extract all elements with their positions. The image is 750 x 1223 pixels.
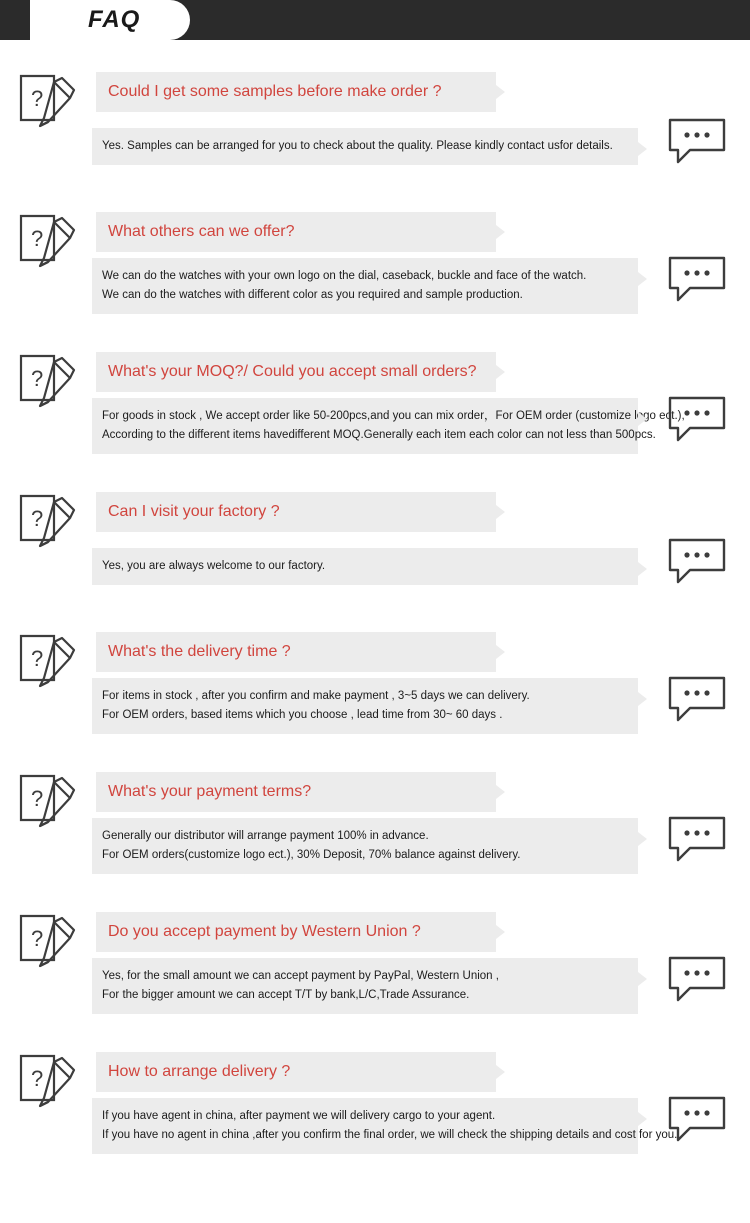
faq-tab — [30, 0, 190, 40]
faq-question-text: What others can we offer? — [108, 223, 295, 240]
faq-item — [0, 206, 750, 346]
faq-item — [0, 1046, 750, 1186]
speech-bubble-icon — [668, 816, 726, 862]
faq-answer-line: According to the different items havedifferent MOQ.Generally each item each color can not less than 500pcs. — [102, 429, 656, 441]
page-header — [0, 0, 750, 40]
question-pencil-icon — [18, 634, 76, 696]
speech-bubble-icon — [668, 676, 726, 722]
faq-question-text: Do you accept payment by Western Union ? — [108, 923, 421, 940]
faq-question[interactable] — [96, 72, 496, 112]
question-pencil-icon — [18, 774, 76, 836]
faq-answer-line: For goods in stock , We accept order like 50-200pcs,and you can mix order，For OEM order (customize logo ect.), — [102, 410, 685, 422]
question-pencil-icon — [18, 214, 76, 276]
faq-question[interactable] — [96, 1052, 496, 1092]
faq-question[interactable] — [96, 352, 496, 392]
faq-answer — [92, 128, 638, 165]
faq-item — [0, 486, 750, 626]
faq-item — [0, 766, 750, 906]
faq-answer-line: For items in stock , after you confirm and make payment , 3~5 days we can delivery. — [102, 690, 530, 702]
speech-bubble-icon — [668, 538, 726, 584]
faq-answer — [92, 398, 685, 454]
faq-answer — [92, 818, 638, 874]
svg-text:?: ? — [31, 506, 44, 531]
svg-text:?: ? — [31, 1066, 44, 1091]
svg-text:?: ? — [31, 86, 44, 111]
faq-answer-line: We can do the watches with different color as you required and sample production. — [102, 289, 523, 301]
faq-question[interactable] — [96, 912, 496, 952]
faq-question-text: Can I visit your factory ? — [108, 503, 280, 520]
faq-list — [0, 40, 750, 1186]
faq-answer — [92, 958, 638, 1014]
page-title: FAQ — [88, 6, 141, 33]
speech-bubble-icon — [668, 118, 726, 164]
faq-answer-line: For OEM orders(customize logo ect.), 30% Deposit, 70% balance against delivery. — [102, 849, 521, 861]
faq-question-text: What's your MOQ?/ Could you accept small orders? — [108, 363, 477, 380]
faq-question[interactable] — [96, 772, 496, 812]
speech-bubble-icon — [668, 256, 726, 302]
faq-question-text: What's the delivery time ? — [108, 643, 291, 660]
faq-answer-line: If you have agent in china, after payment we will delivery cargo to your agent. — [102, 1110, 496, 1122]
faq-answer-line: Generally our distributor will arrange payment 100% in advance. — [102, 830, 429, 842]
faq-question-text: What's your payment terms? — [108, 783, 312, 800]
question-pencil-icon — [18, 74, 76, 136]
faq-item — [0, 66, 750, 206]
svg-text:?: ? — [31, 786, 44, 811]
faq-item — [0, 626, 750, 766]
faq-answer-line: For OEM orders, based items which you choose , lead time from 30~ 60 days . — [102, 709, 503, 721]
faq-answer-line: If you have no agent in china ,after you confirm the final order, we will check the shipping details and cost for you. — [102, 1129, 678, 1141]
faq-question[interactable] — [96, 492, 496, 532]
question-pencil-icon — [18, 914, 76, 976]
svg-text:?: ? — [31, 926, 44, 951]
faq-answer — [92, 548, 638, 585]
question-pencil-icon — [18, 354, 76, 416]
faq-answer — [92, 258, 638, 314]
faq-question[interactable] — [96, 632, 496, 672]
faq-item — [0, 906, 750, 1046]
faq-answer — [92, 678, 638, 734]
speech-bubble-icon — [668, 396, 726, 442]
question-pencil-icon — [18, 494, 76, 556]
faq-answer-line: Yes, you are always welcome to our factory. — [102, 560, 326, 572]
faq-answer — [92, 1098, 678, 1154]
speech-bubble-icon — [668, 956, 726, 1002]
faq-answer-line: Yes. Samples can be arranged for you to check about the quality. Please kindly contact usfor details. — [102, 140, 613, 152]
svg-text:?: ? — [31, 646, 44, 671]
svg-text:?: ? — [31, 226, 44, 251]
speech-bubble-icon — [668, 1096, 726, 1142]
faq-question[interactable] — [96, 212, 496, 252]
faq-answer-line: Yes, for the small amount we can accept payment by PayPal, Western Union , — [102, 970, 499, 982]
faq-answer-line: For the bigger amount we can accept T/T by bank,L/C,Trade Assurance. — [102, 989, 470, 1001]
question-pencil-icon — [18, 1054, 76, 1116]
faq-question-text: How to arrange delivery ? — [108, 1063, 291, 1080]
faq-item — [0, 346, 750, 486]
faq-answer-line: We can do the watches with your own logo on the dial, caseback, buckle and face of the watch. — [102, 270, 587, 282]
faq-question-text: Could I get some samples before make order ? — [108, 83, 442, 100]
svg-text:?: ? — [31, 366, 44, 391]
